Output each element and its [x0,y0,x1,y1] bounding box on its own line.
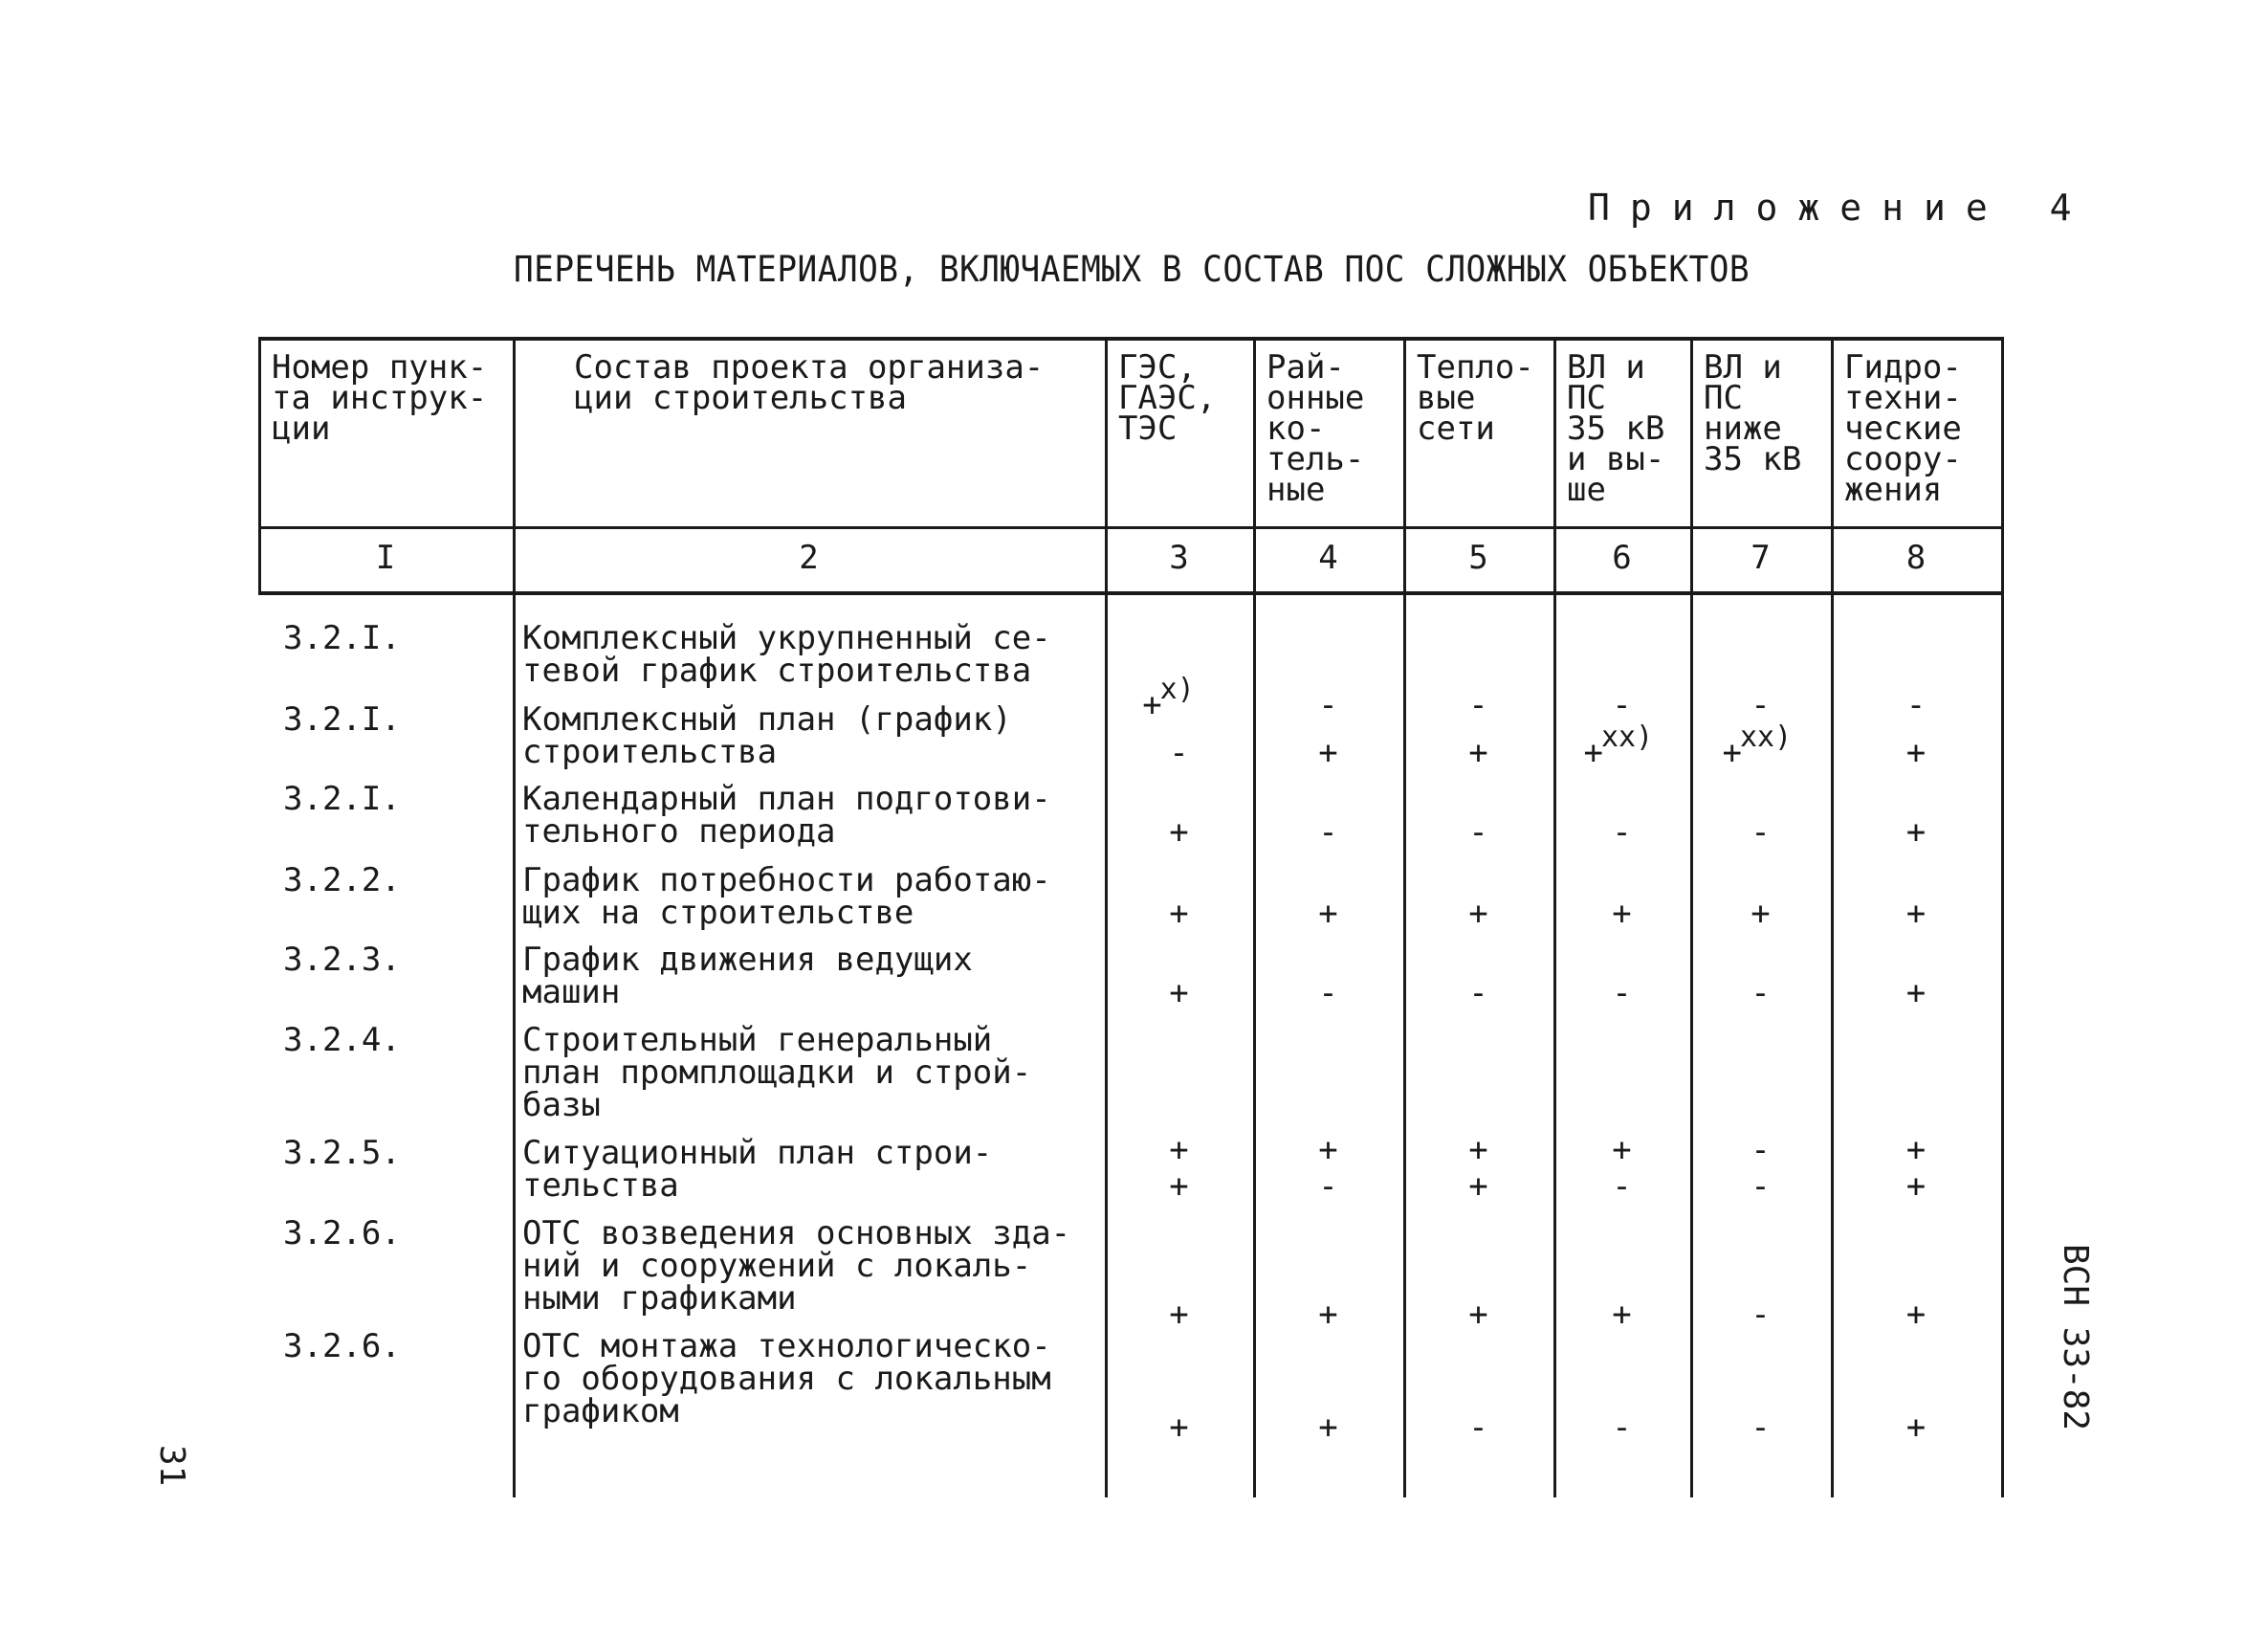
row-description: Календарный план подготови- тельного периода [522,780,1051,851]
applicability-mark: - [1751,1408,1771,1447]
column-rule [2001,337,2004,1497]
footnote-marker: xx) [1600,720,1654,754]
column-rule [1553,337,1556,1497]
applicability-mark: + [1318,734,1338,772]
applicability-mark: + [1169,895,1189,933]
applicability-mark: + [1905,1296,1927,1334]
applicability-mark: + [1612,1296,1632,1334]
column-rule [513,337,516,1497]
applicability-mark: - [1612,1408,1632,1447]
applicability-mark: + [1169,974,1189,1012]
applicability-mark: + [1905,974,1927,1012]
column-header: Гидро- техни- ческие соору- жения [1844,348,1962,509]
applicability-mark: + [1468,1296,1488,1334]
column-header: Рай- онные ко- тель- ные [1266,348,1365,509]
applicability-mark: - [1612,813,1632,852]
applicability-mark: + [1468,1131,1488,1169]
applicability-mark: - [1751,974,1771,1012]
column-number: 5 [1468,539,1488,577]
page-number: 31 [152,1445,191,1487]
applicability-mark: - [1612,1167,1632,1206]
applicability-mark: - [1468,974,1488,1012]
applicability-mark: - [1612,686,1632,724]
column-header: ГЭС, ГАЭС, ТЭС [1118,348,1217,448]
applicability-mark: + [1318,1408,1338,1447]
applicability-mark: +x) [1142,673,1195,724]
row-description: ОТС возведения основных зда- ний и сооружений с локаль- ными графиками [522,1214,1071,1318]
applicability-mark: + [1905,895,1927,933]
applicability-mark: + [1905,1408,1927,1447]
row-description: График движения ведущих машин [522,941,973,1011]
applicability-mark: - [1751,686,1771,724]
row-description: Строительный генеральный план промплощадки и строй- базы [522,1021,1032,1124]
applicability-mark: - [1318,1167,1338,1206]
applicability-mark: + [1318,1296,1338,1334]
applicability-mark: + [1905,813,1927,852]
applicability-mark: - [1468,1408,1488,1447]
applicability-mark: + [1169,813,1189,852]
row-item-number: 3.2.5. [283,1134,401,1172]
column-number-divider [258,591,2001,595]
column-rule [1253,337,1256,1497]
row-item-number: 3.2.I. [283,700,401,739]
footnote-marker: xx) [1739,720,1793,754]
row-description: Комплексный план (график) строительства [522,700,1012,771]
column-rule [1690,337,1693,1497]
applicability-mark: +xx) [1722,720,1793,772]
column-header: Тепло- вые сети [1417,348,1534,448]
applicability-mark: + [1169,1167,1189,1206]
column-rule [1105,337,1108,1497]
document-title: ПЕРЕЧЕНЬ МАТЕРИАЛОВ, ВКЛЮЧАЕМЫХ В СОСТАВ ПОС СЛОЖНЫХ ОБЪЕКТОВ [514,249,1751,290]
applicability-mark: - [1468,686,1488,724]
applicability-mark: - [1318,686,1338,724]
column-rule [1403,337,1406,1497]
applicability-mark: - [1468,813,1488,852]
applicability-mark: - [1905,686,1927,724]
applicability-mark: - [1318,813,1338,852]
footnote-marker: x) [1159,673,1195,706]
applicability-mark: + [1612,895,1632,933]
column-number: 7 [1751,539,1771,577]
column-number: 4 [1318,539,1338,577]
row-item-number: 3.2.6. [283,1327,401,1365]
applicability-mark: - [1751,1131,1771,1169]
applicability-mark: + [1468,734,1488,772]
column-header: Состав проекта организа- ции строительства [574,348,1045,417]
applicability-mark: +xx) [1583,720,1654,772]
row-item-number: 3.2.2. [283,861,401,899]
applicability-mark: - [1318,974,1338,1012]
applicability-mark: + [1169,1296,1189,1334]
table-top-border [258,337,2001,341]
applicability-mark: - [1751,1296,1771,1334]
applicability-mark: + [1905,1131,1927,1169]
row-description: Комплексный укрупненный се- тевой график строительства [522,619,1051,690]
column-rule [1831,337,1834,1497]
column-header: Номер пунк- та инструк- ции [272,348,488,448]
applicability-mark: - [1612,974,1632,1012]
row-item-number: 3.2.3. [283,941,401,979]
column-header: ВЛ и ПС 35 кВ и вы- ше [1567,348,1665,509]
row-description: График потребности работаю- щих на строительстве [522,861,1051,932]
applicability-mark: + [1468,1167,1488,1206]
row-item-number: 3.2.6. [283,1214,401,1252]
applicability-mark: - [1751,813,1771,852]
applicability-mark: + [1905,1167,1927,1206]
row-item-number: 3.2.I. [283,619,401,657]
row-item-number: 3.2.I. [283,780,401,818]
column-number: 3 [1169,539,1189,577]
applicability-mark: + [1169,1131,1189,1169]
column-header: ВЛ и ПС ниже 35 кВ [1704,348,1802,478]
applicability-mark: + [1905,734,1927,772]
applicability-mark: - [1169,734,1189,772]
appendix-label: Приложение 4 [1588,187,2092,229]
row-description: Ситуационный план строи- тельства [522,1134,993,1205]
row-description: ОТС монтажа технологическо- го оборудования с локальным графиком [522,1327,1051,1430]
column-number: 6 [1612,539,1632,577]
column-number: 2 [799,539,819,577]
applicability-mark: - [1751,1167,1771,1206]
applicability-mark: + [1612,1131,1632,1169]
applicability-mark: + [1468,895,1488,933]
column-number: 8 [1905,539,1927,577]
document-code: ВСН 33-82 [2056,1244,2095,1431]
row-item-number: 3.2.4. [283,1021,401,1059]
column-number: I [375,539,396,577]
applicability-mark: + [1318,895,1338,933]
applicability-mark: + [1318,1131,1338,1169]
applicability-mark: + [1751,895,1771,933]
applicability-mark: + [1169,1408,1189,1447]
header-divider [258,526,2001,529]
